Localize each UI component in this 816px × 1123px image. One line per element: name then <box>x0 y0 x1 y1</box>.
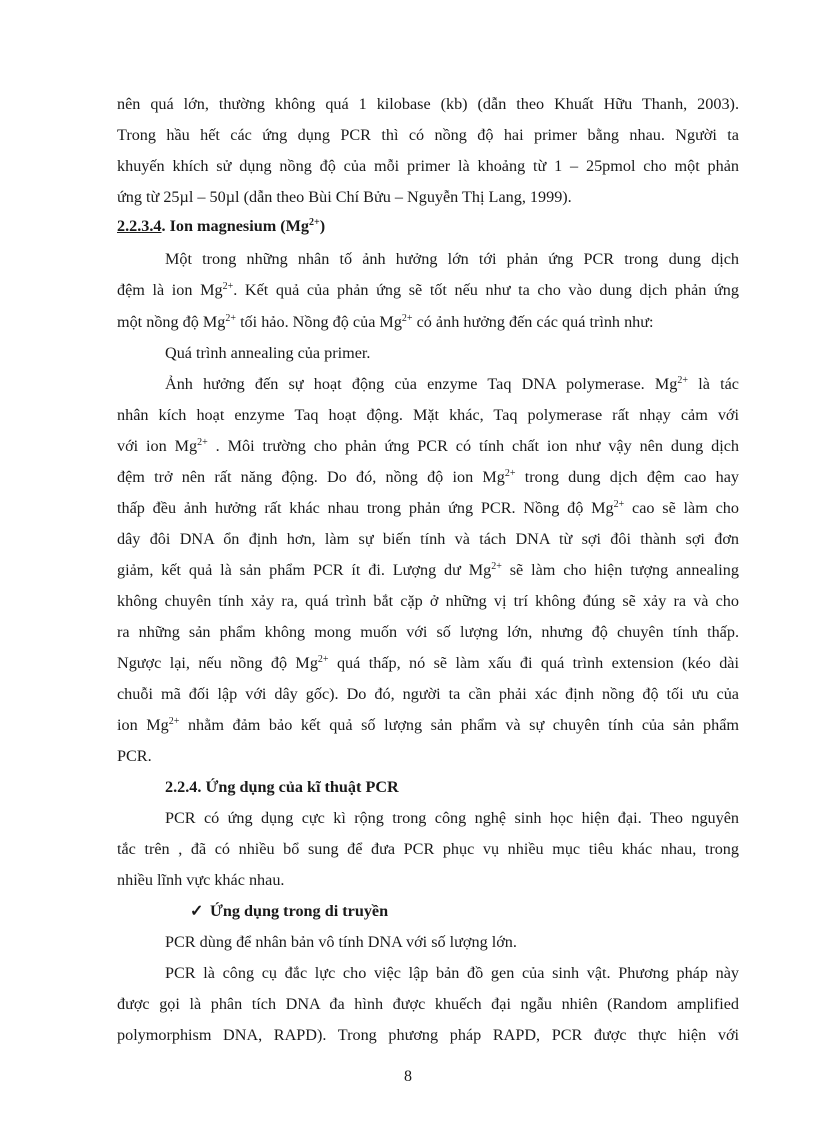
paragraph-line: ra những sản phẩm không mong muốn với số lượng lớn, nhưng độ chuyên tính thấp. <box>117 623 739 641</box>
superscript: 2+ <box>225 313 237 324</box>
paragraph-line <box>165 374 739 394</box>
text-run: đệm là ion Mg <box>117 281 223 299</box>
text-run: tối hảo. Nồng độ của Mg <box>236 313 402 331</box>
paragraph-line <box>117 467 739 487</box>
paragraph-line: Trong hầu hết các ứng dụng PCR thì có nồng độ hai primer bằng nhau. Người ta <box>117 126 739 144</box>
section-heading <box>117 216 739 236</box>
paragraph-line <box>117 560 739 580</box>
paragraph-line: được gọi là phân tích DNA đa hình được khuếch đại ngẫu nhiên (Random amplified <box>117 995 739 1013</box>
paragraph-line: PCR. <box>117 747 152 765</box>
superscript: 2+ <box>168 716 180 727</box>
text-run: giảm, kết quả là sản phẩm PCR ít đi. Lượng dư Mg <box>117 561 492 579</box>
text-run: sẽ làm cho hiện tượng annealing <box>501 561 739 579</box>
paragraph-line: Một trong những nhân tố ảnh hưởng lớn tới phản ứng PCR trong dung dịch <box>165 250 739 268</box>
paragraph-line: không chuyên tính xảy ra, quá trình bắt cặp ở những vị trí không đúng sẽ xảy ra và cho <box>117 592 739 610</box>
text-run: cao sẽ làm cho <box>624 499 739 517</box>
heading-close: ) <box>319 217 326 235</box>
paragraph-line <box>117 436 739 456</box>
paragraph-line <box>117 312 739 332</box>
text-run: là tác <box>688 375 739 393</box>
text-run: quá thấp, nó sẽ làm xấu đi quá trình extension (kéo dài <box>328 654 739 672</box>
paragraph-line: tắc trên , đã có nhiều bổ sung để đưa PCR phục vụ nhiều mục tiêu khác nhau, trong <box>117 840 739 858</box>
text-run: . Môi trường cho phản ứng PCR có tính chất ion như vậy nên dung dịch <box>207 437 739 455</box>
paragraph-line: khuyến khích sử dụng nồng độ của mỗi primer là khoảng từ 1 – 25pmol cho một phản <box>117 157 739 175</box>
paragraph-line: dây đôi DNA ổn định hơn, làm sự biến tính và tách DNA từ sợi đôi thành sợi đơn <box>117 530 739 548</box>
paragraph-line <box>117 498 739 518</box>
superscript: 2+ <box>401 313 413 324</box>
text-run: thấp đều ảnh hưởng rất khác nhau trong phản ứng PCR. Nồng độ Mg <box>117 499 614 517</box>
text-run: có ảnh hưởng đến các quá trình như: <box>412 313 654 331</box>
heading-text: . Ion magnesium (Mg <box>161 217 310 235</box>
paragraph-line <box>117 653 739 673</box>
paragraph-line <box>117 715 739 735</box>
paragraph-line: chuỗi mã đối lập với dây gốc). Do đó, người ta cần phải xác định nồng độ tối ưu của <box>117 685 739 703</box>
page-number: 8 <box>404 1068 412 1085</box>
paragraph-line: PCR là công cụ đắc lực cho việc lập bản đồ gen của sinh vật. Phương pháp này <box>165 964 739 982</box>
superscript: 2+ <box>491 561 502 572</box>
paragraph-line: nhiều lĩnh vực khác nhau. <box>117 871 285 889</box>
paragraph-line: PCR dùng để nhân bản vô tính DNA với số lượng lớn. <box>165 933 517 951</box>
paragraph-line: nên quá lớn, thường không quá 1 kilobase (kb) (dẫn theo Khuất Hữu Thanh, 2003). <box>117 95 739 113</box>
paragraph-line <box>117 280 739 300</box>
subsection-heading-text: Ứng dụng trong di truyền <box>210 902 389 920</box>
superscript: 2+ <box>677 375 689 386</box>
paragraph-line: ứng từ 25µl – 50µl (dẫn theo Bùi Chí Bửu – Nguyễn Thị Lang, 1999). <box>117 188 572 206</box>
paragraph-line: Quá trình annealing của primer. <box>165 344 371 362</box>
subsection-heading <box>190 901 690 921</box>
superscript: 2+ <box>222 281 234 292</box>
text-run: với ion Mg <box>117 437 198 455</box>
heading-number: 2.2.3.4 <box>117 217 162 235</box>
text-run: đệm trở nên rất năng động. Do đó, nồng độ ion Mg <box>117 468 505 486</box>
text-run: nhằm đảm bảo kết quả số lượng sản phẩm và sự chuyên tính của sản phẩm <box>179 716 739 734</box>
paragraph-line: PCR có ứng dụng cực kì rộng trong công nghệ sinh học hiện đại. Theo nguyên <box>165 809 739 827</box>
superscript: 2+ <box>613 499 625 510</box>
superscript: 2+ <box>504 468 516 479</box>
superscript: 2+ <box>309 217 320 228</box>
superscript: 2+ <box>197 437 208 448</box>
text-run: trong dung dịch đệm cao hay <box>515 468 740 486</box>
text-run: . Kết quả của phản ứng sẽ tốt nếu như ta cho vào dung dịch phản ứng <box>233 281 739 299</box>
checkmark-icon: ✓ <box>190 902 204 920</box>
text-run: một nồng độ Mg <box>117 313 226 331</box>
paragraph-line: nhân kích hoạt enzyme Taq hoạt động. Mặt khác, Taq polymerase rất nhạy cảm với <box>117 406 739 424</box>
section-heading: 2.2.4. Ứng dụng của kĩ thuật PCR <box>165 778 399 796</box>
text-run: ion Mg <box>117 716 169 734</box>
paragraph-line: polymorphism DNA, RAPD). Trong phương pháp RAPD, PCR được thực hiện với <box>117 1026 739 1044</box>
text-run: Ngược lại, nếu nồng độ Mg <box>117 654 318 672</box>
text-run: Ảnh hưởng đến sự hoạt động của enzyme Taq DNA polymerase. Mg <box>165 375 678 393</box>
superscript: 2+ <box>317 654 329 665</box>
